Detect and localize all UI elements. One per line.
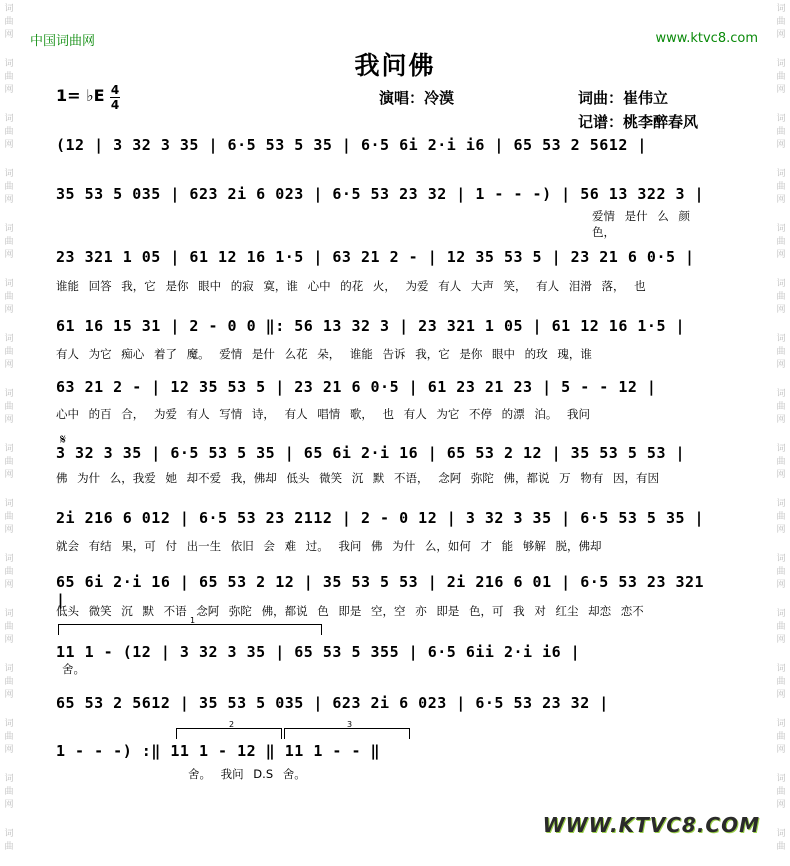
watermark-glyph: 网	[776, 690, 786, 700]
watermark-glyph: 网	[776, 525, 786, 535]
site-name-left[interactable]: 中国词曲网	[30, 34, 96, 49]
watermark-glyph: 词	[4, 554, 14, 564]
lyric-line: 就会 有结 果，可 付 出一生 依旧 会 难 过。 我问 佛 为什 么，如何 才 能 够解 脱，佛却	[56, 539, 602, 553]
right-watermark-column	[772, 0, 790, 866]
watermark-glyph: 网	[4, 635, 14, 645]
watermark-glyph: 曲	[776, 17, 786, 27]
watermark-glyph: 词	[776, 829, 786, 839]
watermark-glyph: 曲	[776, 72, 786, 82]
watermark-glyph: 曲	[4, 842, 14, 852]
watermark-glyph: 曲	[4, 17, 14, 27]
watermark-glyph: 曲	[776, 512, 786, 522]
time-signature	[110, 84, 120, 111]
notation-line: 23 321 1 05 | 61 12 16 1·5 | 63 21 2 - | 12 35 53 5 | 23 21 6 0·5 |	[56, 248, 695, 266]
notation-line: 63 21 2 - | 12 35 53 5 | 23 21 6 0·5 | 61 23 21 23 | 5 - - 12 |	[56, 378, 657, 396]
watermark-glyph: 词	[4, 4, 14, 14]
watermark-glyph: 曲	[776, 292, 786, 302]
watermark-glyph: 网	[776, 140, 786, 150]
watermark-glyph: 网	[4, 580, 14, 590]
watermark-glyph: 曲	[776, 457, 786, 467]
watermark-glyph: 网	[776, 745, 786, 755]
watermark-glyph: 网	[4, 470, 14, 480]
watermark-glyph: 网	[776, 30, 786, 40]
watermark-glyph: 网	[4, 800, 14, 810]
site-url-right[interactable]: www.ktvc8.com	[655, 31, 758, 46]
watermark-glyph: 词	[4, 609, 14, 619]
watermark-glyph: 曲	[776, 842, 786, 852]
watermark-glyph: 曲	[776, 787, 786, 797]
watermark-glyph: 曲	[776, 567, 786, 577]
watermark-glyph: 词	[776, 169, 786, 179]
watermark-glyph: 网	[4, 305, 14, 315]
watermark-glyph: 词	[776, 554, 786, 564]
volta-bracket-1: 1	[58, 624, 322, 635]
watermark-glyph: 曲	[4, 292, 14, 302]
watermark-glyph: 词	[776, 719, 786, 729]
watermark-glyph: 词	[776, 774, 786, 784]
watermark-glyph: 词	[776, 334, 786, 344]
notation-line: (12 | 3 32 3 35 | 6·5 53 5 35 | 6·5 6i 2·i i6 | 65 53 2 5612 |	[56, 136, 647, 154]
watermark-glyph: 曲	[4, 677, 14, 687]
watermark-glyph: 词	[4, 114, 14, 124]
watermark-glyph: 曲	[4, 512, 14, 522]
lyric-line: 有人 为它 痴心 着了 魔。 爱情 是什 么花 朵， 谁能 告诉 我，它 是你 眼中 的玫 瑰，谁	[56, 347, 592, 361]
watermark-glyph: 网	[4, 30, 14, 40]
notation-line: 2i 216 6 012 | 6·5 53 23 2112 | 2 - 0 12 | 3 32 3 35 | 6·5 53 5 35 |	[56, 509, 705, 527]
watermark-glyph: 曲	[4, 457, 14, 467]
watermark-glyph: 曲	[4, 402, 14, 412]
watermark-glyph: 网	[4, 690, 14, 700]
watermark-glyph: 网	[4, 360, 14, 370]
volta-bracket-2: 2	[176, 728, 282, 739]
left-watermark-column	[0, 0, 18, 866]
watermark-glyph: 词	[4, 444, 14, 454]
watermark-glyph: 网	[776, 85, 786, 95]
watermark-glyph: 网	[4, 140, 14, 150]
watermark-glyph: 曲	[776, 237, 786, 247]
watermark-glyph: 曲	[4, 787, 14, 797]
watermark-glyph: 网	[776, 305, 786, 315]
key-signature: 1= ♭E	[56, 86, 105, 105]
watermark-glyph: 词	[4, 169, 14, 179]
singer-credit: 演唱：冷漠	[379, 89, 455, 107]
notation-line: 11 1 - (12 | 3 32 3 35 | 65 53 5 355 | 6·5 6ii 2·i i6 |	[56, 643, 581, 661]
watermark-glyph: 词	[4, 719, 14, 729]
notation-line: 1 - - -) :‖ 11 1 - 12 ‖ 11 1 - - ‖	[56, 742, 381, 760]
notation-line: 3 32 3 35 | 6·5 53 5 35 | 65 6i 2·i 16 | 65 53 2 12 | 35 53 5 53 |	[56, 444, 686, 462]
composer-credit: 词曲：崔伟立	[578, 89, 669, 107]
watermark-glyph: 网	[4, 250, 14, 260]
watermark-glyph: 曲	[4, 127, 14, 137]
watermark-glyph: 曲	[4, 237, 14, 247]
watermark-glyph: 网	[4, 195, 14, 205]
watermark-glyph: 网	[4, 85, 14, 95]
watermark-glyph: 网	[776, 580, 786, 590]
watermark-glyph: 曲	[776, 127, 786, 137]
watermark-glyph: 词	[776, 609, 786, 619]
watermark-glyph: 词	[776, 444, 786, 454]
watermark-glyph: 词	[4, 279, 14, 289]
watermark-glyph: 网	[776, 470, 786, 480]
transcriber-credit: 记谱：桃李醉春风	[578, 113, 699, 131]
watermark-glyph: 曲	[776, 347, 786, 357]
watermark-glyph: 网	[4, 745, 14, 755]
time-signature-top: 4	[110, 83, 120, 97]
watermark-glyph: 词	[4, 389, 14, 399]
watermark-glyph: 词	[4, 774, 14, 784]
notation-line: 35 53 5 035 | 623 2i 6 023 | 6·5 53 23 32 | 1 - - -) | 56 13 322 3 |	[56, 185, 705, 203]
watermark-glyph: 曲	[776, 402, 786, 412]
volta-bracket-3: 3	[284, 728, 410, 739]
watermark-glyph: 曲	[776, 677, 786, 687]
watermark-glyph: 网	[776, 360, 786, 370]
watermark-glyph: 词	[776, 499, 786, 509]
watermark-glyph: 词	[776, 224, 786, 234]
watermark-glyph: 曲	[4, 72, 14, 82]
watermark-glyph: 词	[4, 334, 14, 344]
watermark-glyph: 网	[776, 195, 786, 205]
watermark-glyph: 词	[4, 224, 14, 234]
watermark-glyph: 曲	[776, 732, 786, 742]
lyric-line: 低头 微笑 沉 默 不语 念阿 弥陀 佛，都说 色 即是 空，空 亦 即是 色，可 我 对 红尘 却恋 恋不	[56, 604, 644, 618]
lyric-line: 舍。	[62, 662, 85, 676]
lyric-line: 舍。 我问 D.S 舍。	[188, 767, 306, 781]
watermark-glyph: 网	[776, 800, 786, 810]
notation-line: 65 6i 2·i 16 | 65 53 2 12 | 35 53 5 53 | 2i 216 6 01 | 6·5 53 23 321 |	[56, 573, 705, 609]
lyric-line: 爱情 是什 么 颜 色，	[592, 209, 690, 239]
watermark-glyph: 词	[776, 4, 786, 14]
watermark-glyph: 曲	[4, 182, 14, 192]
time-signature-bottom: 4	[110, 98, 120, 112]
footer-site-logo: WWW.KTVC8.COM	[542, 813, 760, 837]
watermark-glyph: 词	[776, 59, 786, 69]
watermark-glyph: 曲	[4, 732, 14, 742]
watermark-glyph: 词	[4, 59, 14, 69]
lyric-line: 心中 的百 合， 为爱 有人 写情 诗， 有人 唱情 歌， 也 有人 为它 不停 的漂 泊。 我问	[56, 407, 590, 421]
notation-line: 65 53 2 5612 | 35 53 5 035 | 623 2i 6 023 | 6·5 53 23 32 |	[56, 694, 609, 712]
watermark-glyph: 词	[4, 829, 14, 839]
watermark-glyph: 词	[776, 114, 786, 124]
watermark-glyph: 词	[4, 664, 14, 674]
lyric-line: 佛 为什 么，我爱 她 却不爱 我，佛却 低头 微笑 沉 默 不语， 念阿 弥陀 佛，都说 万 物有 因，有因	[56, 471, 659, 485]
watermark-glyph: 网	[4, 415, 14, 425]
watermark-glyph: 网	[776, 250, 786, 260]
watermark-glyph: 曲	[4, 567, 14, 577]
watermark-glyph: 网	[776, 415, 786, 425]
watermark-glyph: 网	[4, 525, 14, 535]
lyric-line: 谁能 回答 我，它 是你 眼中 的寂 寞，谁 心中 的花 火， 为爱 有人 大声 笑， 有人 泪滑 落， 也	[56, 279, 646, 293]
watermark-glyph: 词	[776, 389, 786, 399]
watermark-glyph: 词	[776, 664, 786, 674]
watermark-glyph: 曲	[776, 622, 786, 632]
watermark-glyph: 词	[4, 499, 14, 509]
segno-sign: 𝄋	[60, 432, 67, 448]
watermark-glyph: 曲	[776, 182, 786, 192]
notation-line: 61 16 15 31 | 2 - 0 0 ‖: 56 13 32 3 | 23 321 1 05 | 61 12 16 1·5 |	[56, 317, 686, 335]
watermark-glyph: 曲	[4, 347, 14, 357]
watermark-glyph: 网	[776, 635, 786, 645]
song-title: 我问佛	[354, 51, 436, 80]
watermark-glyph: 曲	[4, 622, 14, 632]
watermark-glyph: 词	[776, 279, 786, 289]
